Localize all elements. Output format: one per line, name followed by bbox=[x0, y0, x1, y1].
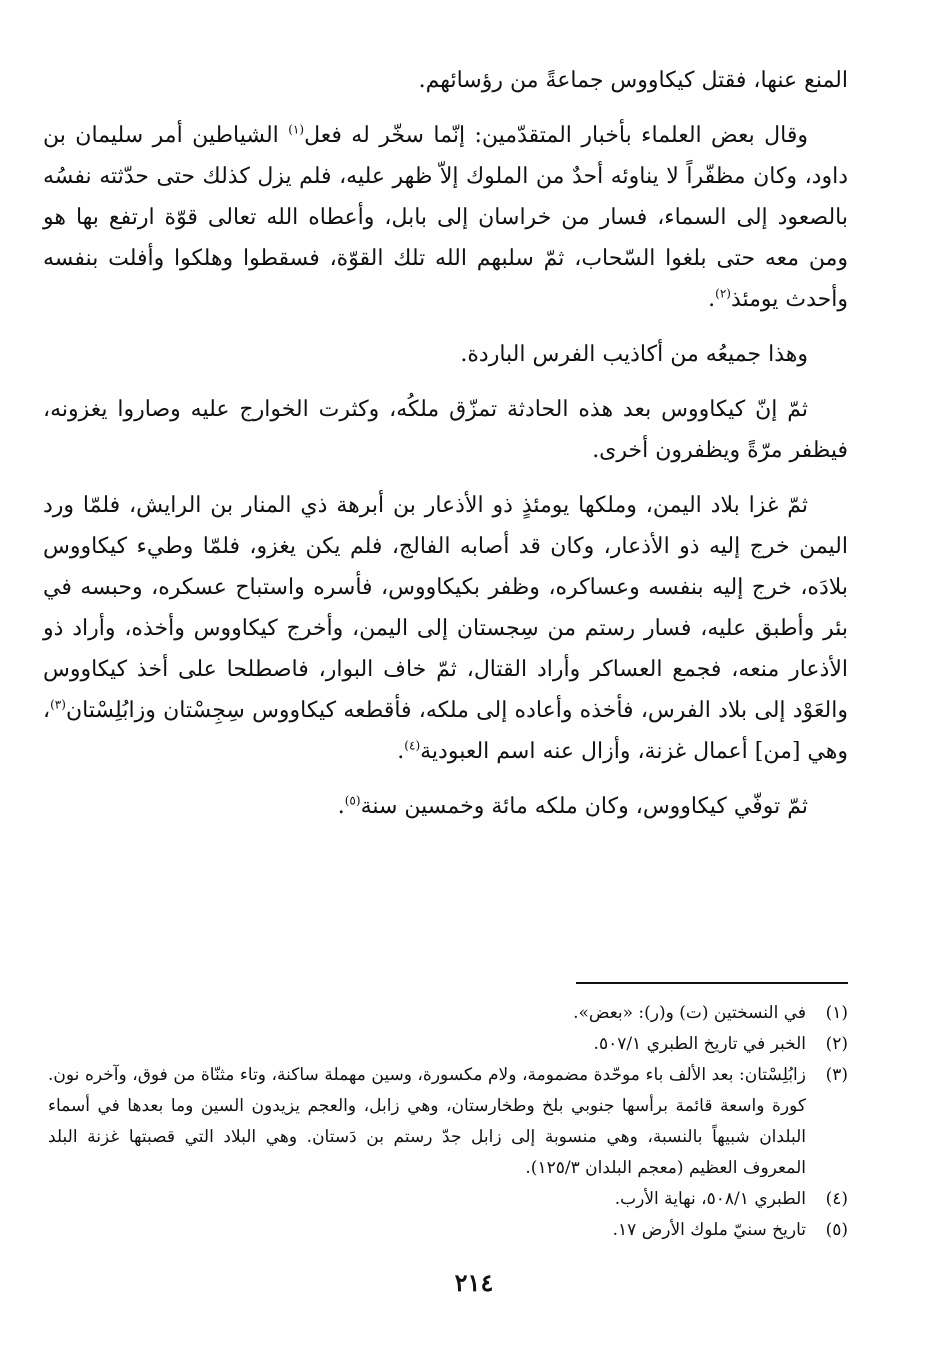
footnote-4 bbox=[48, 1184, 848, 1215]
footnote-ref-5[interactable]: (٥) bbox=[344, 793, 361, 808]
footnote-ref-3[interactable]: (٣) bbox=[50, 697, 66, 712]
footnote-divider bbox=[576, 982, 848, 984]
paragraph-yemen-campaign: ثمّ غزا بلاد اليمن، وملكها يومئذٍ ذو الأذعار بن أبرهة ذي المنار بن الرايش، فلمّا ورد اليمن خرج إليه ذو الأذعار، وكان قد أصابه الفالج، فلم يكن يغزو، فلمّا وطيء كيكاووس بلادَه، خرج إليه بنفسه وعساكره، وظفر بكيكاووس، فأسره واستباح عسكره، وحبسه في بئر وأطبق عليه، فسار رستم من سِجستان إلى اليمن، وأخرج كيكاووس وأخذه، وأراد ذو الأذعار منعه، فجمع العساكر وأراد القتال، ثمّ خاف البوار، فاصطلحا على أخذ كيكاووس والعَوْد إلى بلاد الفرس، فأخذه وأعاده إلى ملكه، فأقطعه كيكاووس سِجِسْتان وزابُلِسْتان$^{(٣)}$، وهي [من] أعمال غزنة، وأزال عنه اسم العبودية$^{(٤)}$. bbox=[43, 493, 848, 764]
footnote-text: في النسختين (ت) و(ر): «بعض». bbox=[573, 1003, 806, 1023]
footnote-number: (٢) bbox=[825, 1034, 848, 1054]
footnote-number: (٥) bbox=[825, 1220, 848, 1240]
paragraph-text: المنع عنها، فقتل كيكاووس جماعةً من رؤسائهم. bbox=[418, 68, 848, 93]
paragraph-text: ، وهي [من] أعمال غزنة، وأزال عنه اسم العبودية bbox=[43, 698, 848, 764]
footnote-5 bbox=[48, 1215, 848, 1246]
footnote-1 bbox=[48, 998, 848, 1029]
paragraph-death: ثمّ توفّي كيكاووس، وكان ملكه مائة وخمسين سنة$^{(٥)}$. bbox=[337, 793, 808, 819]
paragraph-opening-line bbox=[43, 60, 848, 101]
paragraph-text: وقال بعض العلماء بأخبار المتقدّمين: إنّما سخّر له فعل bbox=[304, 123, 809, 148]
footnote-3 bbox=[48, 1060, 848, 1184]
footnote-ref-1[interactable]: (١) bbox=[288, 122, 305, 137]
footnote-2 bbox=[48, 1029, 848, 1060]
footnote-number: (١) bbox=[825, 1003, 848, 1023]
paragraph-scholars-account: وقال بعض العلماء بأخبار المتقدّمين: إنّما سخّر له فعل$^{(١)}$ الشياطين أمر سليمان بن داود، وكان مظفّراً لا يناوئه أحدٌ من الملوك إلاّ ظهر عليه، فلم يزل كذلك حتى حدّثته نفسُه بالصعود إلى السماء، فسار من خراسان إلى بابل، وأعطاه الله تعالى قوّة ارتفع بها هو ومن معه حتى بلغوا السّحاب، ثمّ سلبهم الله تلك القوّة، فسقطوا وهلكوا وأفلت بنفسه وأحدث يومئذ$^{(٢)}$. bbox=[43, 122, 848, 312]
paragraph-text: ثمّ توفّي كيكاووس، وكان ملكه مائة وخمسين سنة bbox=[360, 794, 808, 819]
main-text bbox=[43, 60, 848, 827]
paragraph-persian-tales bbox=[43, 334, 848, 375]
footnote-text: تاريخ سنيّ ملوك الأرض ١٧. bbox=[612, 1220, 806, 1240]
footnote-text: الطبري ٥٠٨/١، نهاية الأرب. bbox=[614, 1189, 806, 1209]
footnote-text: الخبر في تاريخ الطبري ٥٠٧/١. bbox=[593, 1034, 806, 1054]
paragraph-kingdom-torn bbox=[43, 389, 848, 471]
paragraph-text: الشياطين أمر سليمان بن داود، وكان مظفّراً لا يناوئه أحدٌ من الملوك إلاّ ظهر عليه، فلم يزل كذلك حتى حدّثته نفسُه بالصعود إلى السماء، فسار من خراسان إلى بابل، وأعطاه الله تعالى قوّة ارتفع بها هو ومن معه حتى بلغوا السّحاب، ثمّ سلبهم الله تلك القوّة، فسقطوا وهلكوا وأفلت بنفسه وأحدث يومئذ bbox=[43, 123, 848, 312]
paragraph-text: ثمّ غزا بلاد اليمن، وملكها يومئذٍ ذو الأذعار بن أبرهة ذي المنار بن الرايش، فلمّا ورد اليمن خرج إليه ذو الأذعار، وكان قد أصابه الفالج، فلم يكن يغزو، فلمّا وطيء كيكاووس بلادَه، خرج إليه بنفسه وعساكره، وظفر بكيكاووس، فأسره واستباح عسكره، وحبسه في بئر وأطبق عليه، فسار رستم من سِجستان إلى اليمن، وأخرج كيكاووس وأخذه، وأراد ذو الأذعار منعه، فجمع العساكر وأراد القتال، ثمّ خاف البوار، فاصطلحا على أخذ كيكاووس والعَوْد إلى بلاد الفرس، فأخذه وأعاده إلى ملكه، فأقطعه كيكاووس سِجِسْتان وزابُلِسْتان bbox=[43, 493, 848, 723]
footnotes bbox=[48, 998, 848, 1246]
footnote-number: (٤) bbox=[825, 1189, 848, 1209]
footnote-ref-4[interactable]: (٤) bbox=[404, 738, 421, 753]
paragraph-text: ثمّ إنّ كيكاووس بعد هذه الحادثة تمزّق ملكُه، وكثرت الخوارج عليه وصاروا يغزونه، فيظفر مرّةً ويظفرون أخرى. bbox=[43, 397, 848, 463]
footnote-text: زابُلِسْتان: بعد الألف باء موحّدة مضمومة، ولام مكسورة، وسين مهملة ساكنة، وتاء مثنّاة من فوق، وآخره نون. كورة واسعة قائمة برأسها جنوبي بلخ وطخارستان، وهي زابل، والعجم يزيدون السين وما بعدها في أسماء البلدان شبيهاً بالنسبة، وهي منسوبة إلى زابل جدّ رستم بن دَستان. وهي البلاد التي قصبتها غزنة البلد المعروف العظيم (معجم البلدان ١٢٥/٣). bbox=[48, 1065, 806, 1178]
footnote-number: (٣) bbox=[825, 1065, 848, 1085]
paragraph-text: وهذا جميعُه من أكاذيب الفرس الباردة. bbox=[460, 342, 808, 367]
page-number: ٢١٤ bbox=[454, 1268, 494, 1297]
footnote-ref-2[interactable]: (٢) bbox=[715, 286, 731, 301]
